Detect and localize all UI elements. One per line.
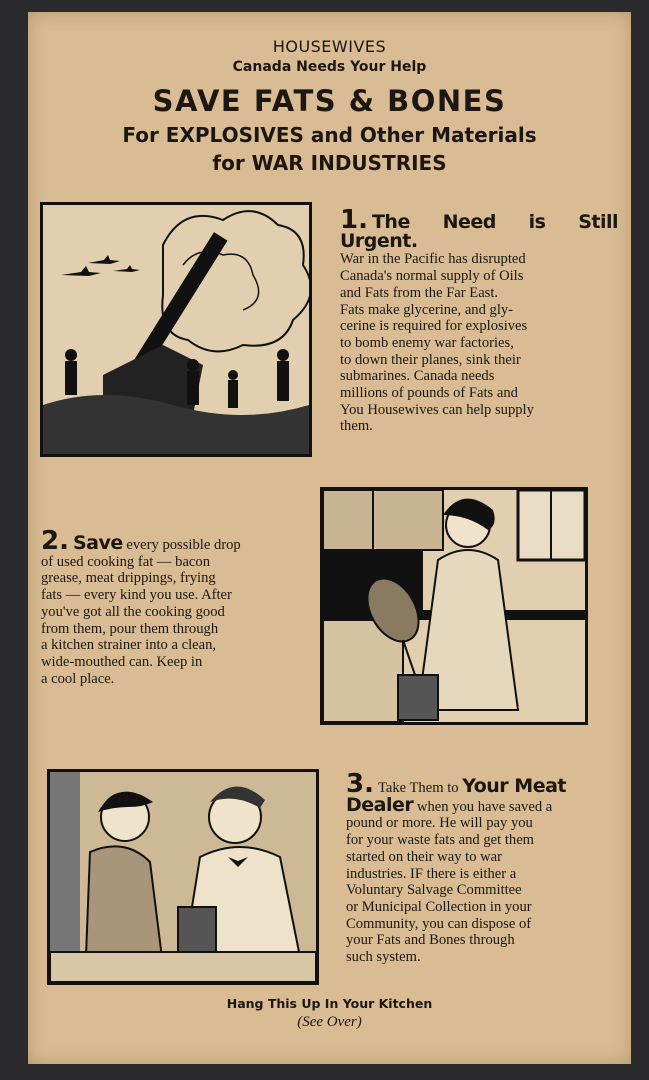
step-3-line: Community, you can dispose of (346, 915, 532, 932)
step-1-line: them. (340, 418, 373, 435)
step-2-number: 2. (41, 526, 69, 556)
step-3-lead-2: when you have saved a (416, 798, 553, 815)
step-1-line: cerine is required for explosives (340, 318, 528, 335)
header-housewives: HOUSEWIVES (272, 37, 387, 56)
step-2-heading: Save (72, 532, 123, 554)
poster-subtitle-2: for WAR INDUSTRIES (212, 151, 447, 175)
step-1-heading: The Need is Still Urgent. (340, 211, 618, 252)
poster-title: SAVE FATS & BONES (152, 84, 507, 118)
step-3-text (346, 769, 608, 966)
step-2-lead: every possible drop (126, 537, 241, 553)
step-1-line: Fats make glycerine, and gly- (340, 301, 514, 318)
step-3-line: or Municipal Collection in your (346, 898, 532, 915)
footer-hang-this-up: Hang This Up In Your Kitchen (226, 996, 433, 1011)
header-canada-needs: Canada Needs Your Help (232, 59, 427, 75)
step-1-line: to bomb enemy war factories, (340, 334, 514, 351)
step-3-heading: Your Meat (462, 775, 566, 797)
step-1-line: to down their planes, sink their (340, 351, 521, 368)
illustration-anti-aircraft-gun (40, 202, 312, 457)
step-1-number: 1. (340, 205, 368, 235)
step-1-line: Canada's normal supply of Oils (340, 268, 524, 285)
poster-subtitle-1: For EXPLOSIVES and Other Materials (122, 123, 537, 147)
step-3-line: industries. IF there is either a (346, 865, 517, 882)
footer-see-over: (See Over) (297, 1014, 362, 1030)
step-1-line: millions of pounds of Fats and (340, 385, 518, 402)
step-2-line: from them, pour them through (41, 620, 219, 637)
step-1-line: and Fats from the Far East. (340, 284, 499, 301)
illustration-kitchen-pouring-fat (320, 487, 588, 725)
step-3-number: 3. (346, 769, 374, 799)
step-1-line: You Housewives can help supply (340, 401, 534, 418)
step-3-line: your Fats and Bones through (346, 932, 515, 949)
step-2-line: wide-mouthed can. Keep in (41, 653, 203, 670)
step-3-line: for your waste fats and get them (346, 832, 535, 849)
poster-page (28, 12, 631, 1064)
step-1-line: submarines. Canada needs (340, 368, 495, 385)
step-1-text (340, 205, 618, 435)
step-3-line: Voluntary Salvage Committee (346, 882, 522, 899)
step-3-line: started on their way to war (346, 848, 503, 865)
step-2-line: grease, meat drippings, frying (41, 570, 216, 587)
illustration-meat-dealer (47, 769, 319, 985)
step-2-line: you've got all the cooking good (41, 603, 225, 620)
step-2-text (41, 526, 293, 687)
step-2-line: a kitchen strainer into a clean, (41, 637, 217, 654)
step-2-line: fats — every kind you use. After (41, 587, 232, 604)
step-3-lead: Take Them to (377, 780, 459, 796)
step-2-line: of used cooking fat — bacon (41, 553, 210, 570)
step-1-line: War in the Pacific has disrupted (340, 251, 526, 268)
step-3-line: pound or more. He will pay you (346, 815, 533, 832)
step-3-line: such system. (346, 949, 421, 966)
step-3-heading-2: Dealer (346, 793, 414, 816)
step-2-line: a cool place. (41, 670, 115, 687)
